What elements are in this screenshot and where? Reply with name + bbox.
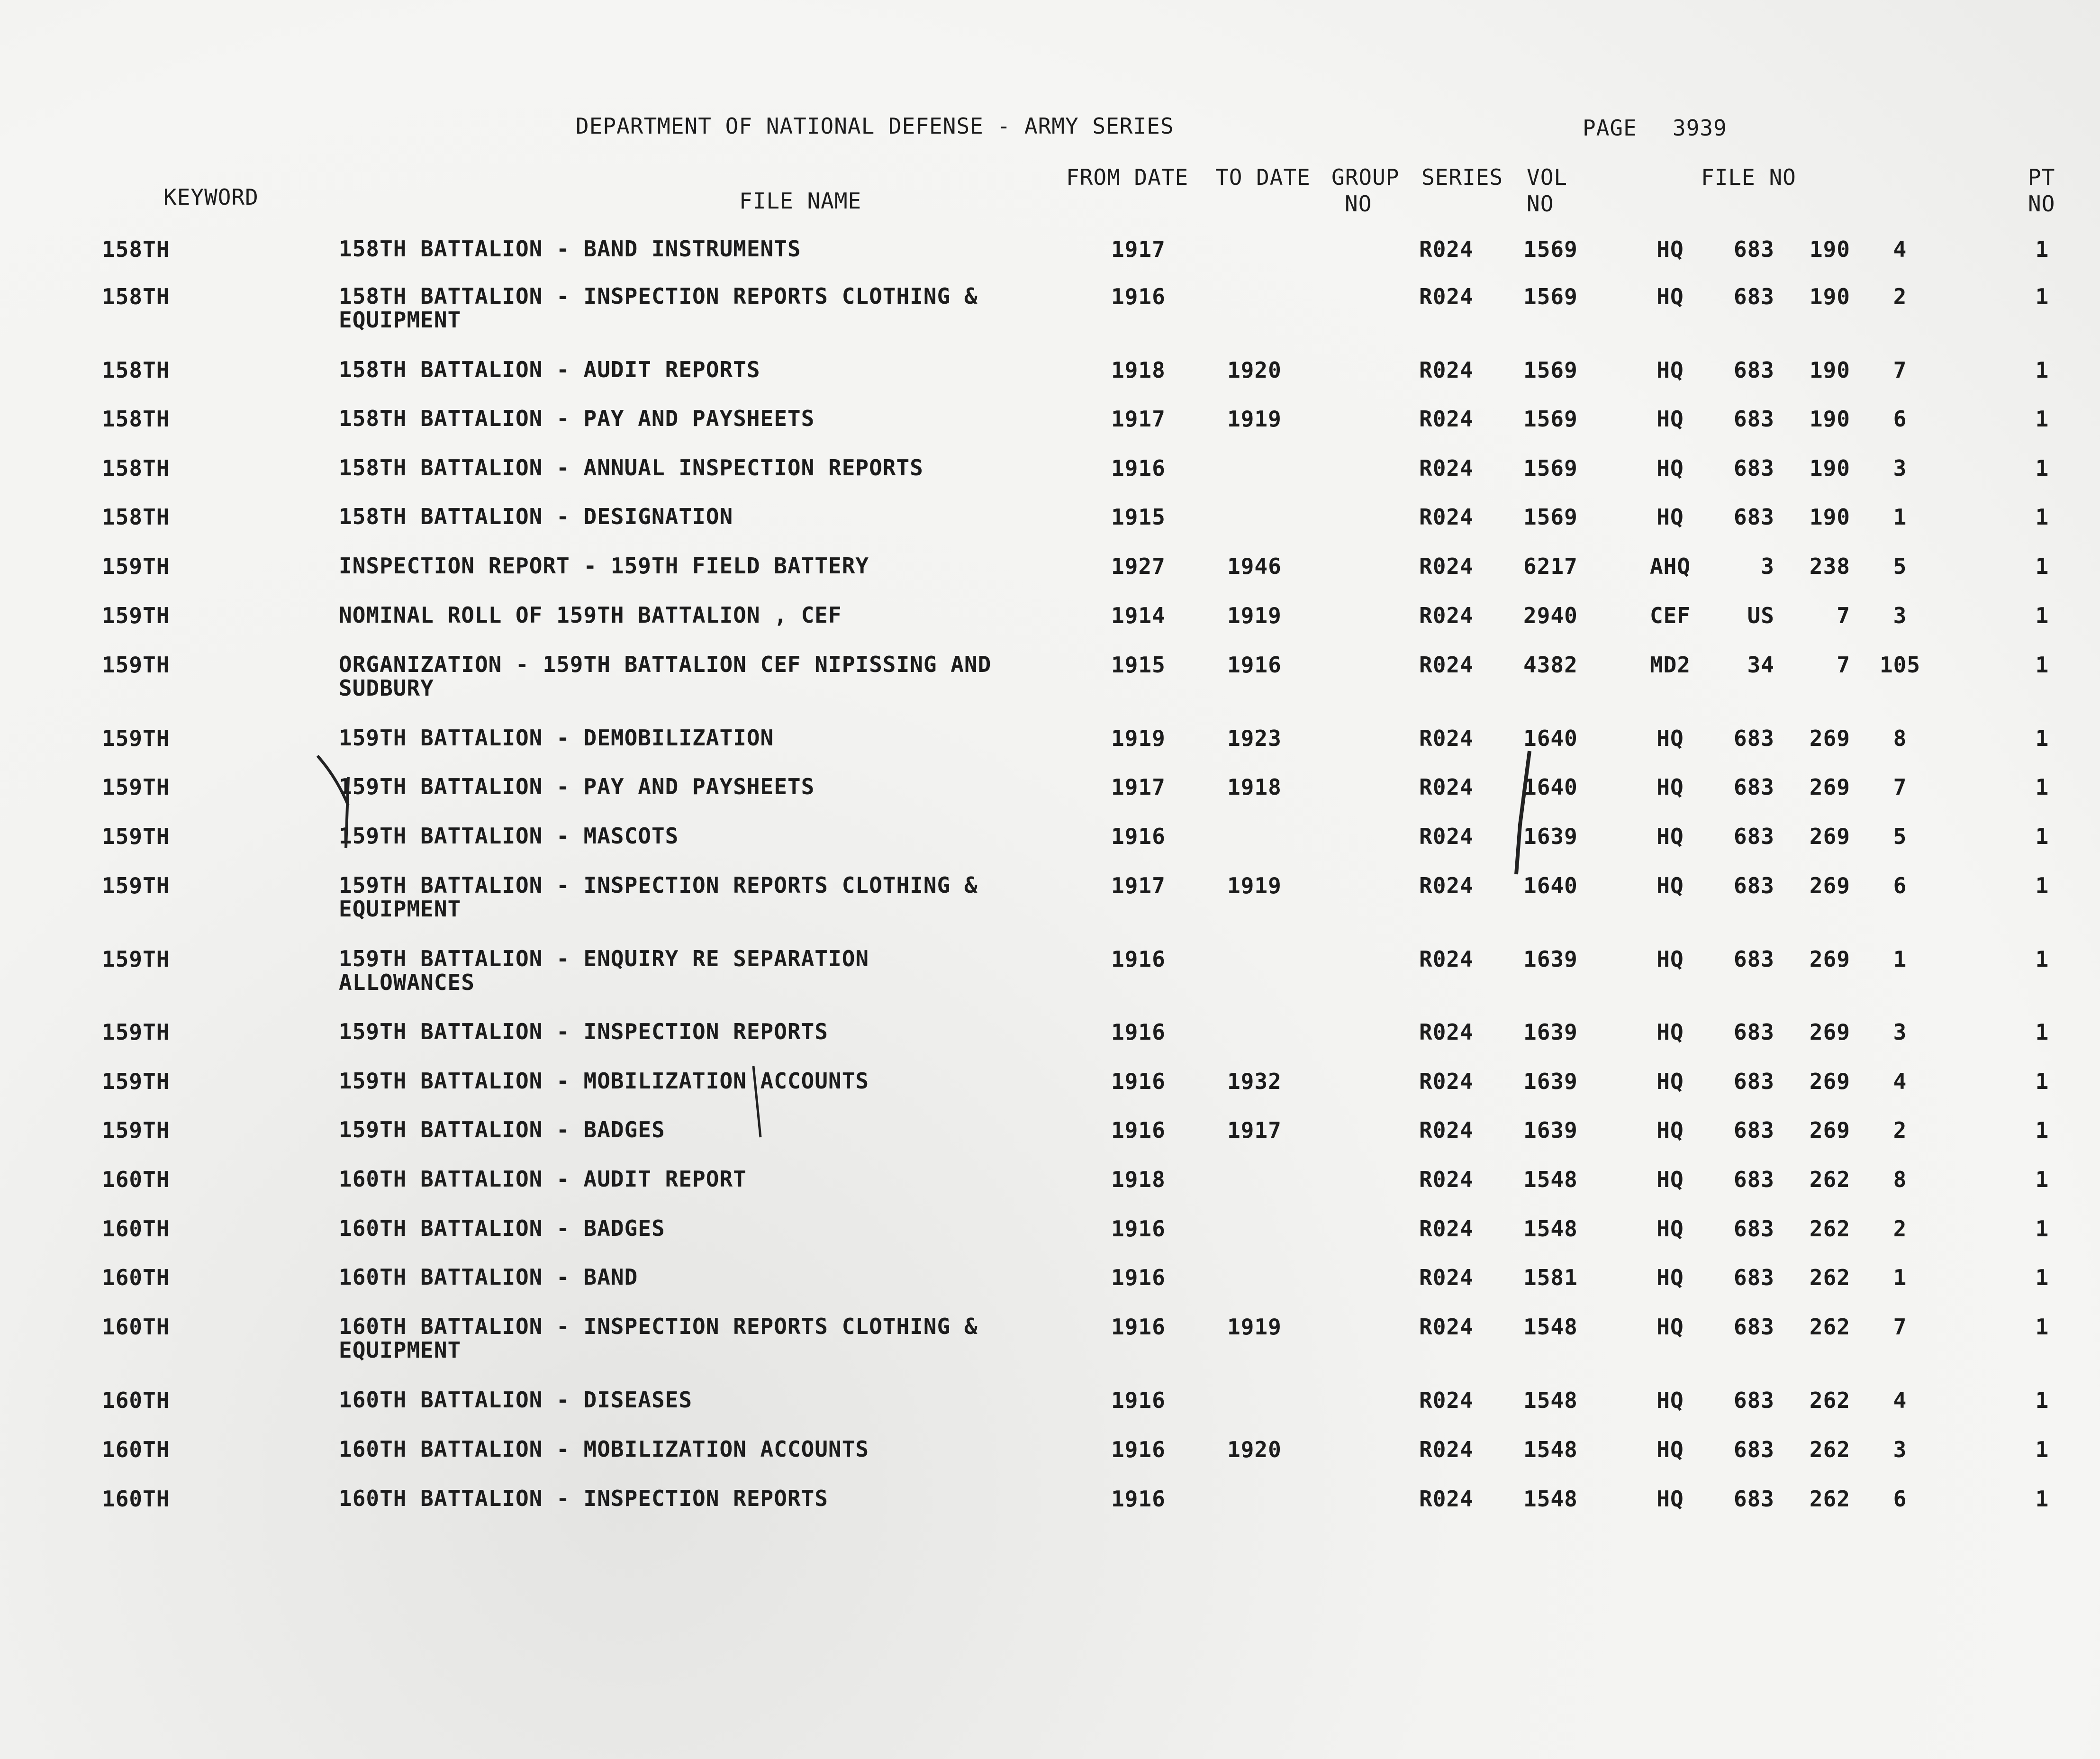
row-vol-no: 6217: [1523, 553, 1578, 579]
row-keyword: 159TH: [102, 873, 170, 898]
row-keyword: 159TH: [102, 774, 170, 800]
row-file-name: 158TH BATTALION - DESIGNATION: [339, 504, 733, 529]
row-pt-no: 1: [2035, 603, 2049, 628]
row-keyword: 158TH: [102, 455, 170, 481]
row-vol-no: 1548: [1523, 1387, 1578, 1413]
row-file-no-part2: 190: [1809, 455, 1850, 481]
row-to-date: 1919: [1227, 1314, 1282, 1340]
row-file-name: 159TH BATTALION - DEMOBILIZATION: [339, 725, 774, 751]
row-pt-no: 1: [2035, 1216, 2049, 1242]
row-vol-no: 1569: [1523, 455, 1578, 481]
row-file-no-part3: 5: [1893, 553, 1907, 579]
row-pt-no: 1: [2035, 236, 2049, 262]
row-pt-no: 1: [2035, 284, 2049, 309]
row-file-no-part3: 7: [1893, 1314, 1907, 1340]
row-series: R024: [1419, 946, 1474, 972]
row-file-no-part2: 262: [1809, 1167, 1850, 1192]
row-file-no-part3: 2: [1893, 284, 1907, 309]
row-from-date: 1917: [1111, 236, 1166, 262]
row-pt-no: 1: [2035, 1069, 2049, 1094]
row-file-no-part2: 269: [1809, 725, 1850, 751]
row-file-no-prefix: HQ: [1656, 357, 1684, 383]
col-group-no-2: NO: [1345, 191, 1372, 217]
row-file-no-part2: 262: [1809, 1437, 1850, 1462]
row-file-no-part2: 262: [1809, 1314, 1850, 1340]
row-keyword: 158TH: [102, 504, 170, 530]
row-series: R024: [1419, 1437, 1474, 1462]
row-keyword: 160TH: [102, 1167, 170, 1192]
row-file-name: 160TH BATTALION - BADGES: [339, 1215, 665, 1241]
row-keyword: 160TH: [102, 1265, 170, 1290]
row-file-no-part1: 683: [1733, 236, 1774, 262]
row-file-name: 158TH BATTALION - PAY AND PAYSHEETS: [339, 406, 815, 431]
row-from-date: 1917: [1111, 873, 1166, 898]
row-file-no-prefix: HQ: [1656, 1314, 1684, 1340]
page-number: 3939: [1673, 115, 1727, 141]
row-series: R024: [1419, 284, 1474, 309]
row-file-no-part1: 683: [1733, 946, 1774, 972]
row-file-no-part1: 683: [1733, 504, 1774, 530]
row-file-no-prefix: HQ: [1656, 873, 1684, 898]
row-file-no-part1: 683: [1733, 406, 1774, 432]
row-file-no-part1: 683: [1733, 1486, 1774, 1512]
row-pt-no: 1: [2035, 1387, 2049, 1413]
row-vol-no: 1640: [1523, 774, 1578, 800]
row-keyword: 160TH: [102, 1486, 170, 1512]
row-file-no-part2: 190: [1809, 504, 1850, 530]
row-vol-no: 1640: [1523, 873, 1578, 898]
row-file-no-part3: 1: [1893, 946, 1907, 972]
row-file-no-part1: 683: [1733, 1216, 1774, 1242]
row-from-date: 1915: [1111, 652, 1166, 678]
row-pt-no: 1: [2035, 824, 2049, 849]
row-file-no-part2: 269: [1809, 946, 1850, 972]
row-file-no-part2: 269: [1809, 1117, 1850, 1143]
row-keyword: 160TH: [102, 1437, 170, 1462]
row-to-date: 1918: [1227, 774, 1282, 800]
row-file-no-part2: 7: [1837, 603, 1850, 628]
col-file-no: FILE NO: [1701, 164, 1796, 190]
row-file-no-prefix: HQ: [1656, 1387, 1684, 1413]
row-from-date: 1915: [1111, 504, 1166, 530]
row-vol-no: 1639: [1523, 946, 1578, 972]
row-vol-no: 2940: [1523, 603, 1578, 628]
row-keyword: 159TH: [102, 725, 170, 751]
col-file-name: FILE NAME: [739, 188, 862, 214]
row-to-date: 1932: [1227, 1069, 1282, 1094]
row-keyword: 159TH: [102, 603, 170, 628]
row-keyword: 160TH: [102, 1314, 170, 1340]
row-file-name: 158TH BATTALION - AUDIT REPORTS: [339, 357, 760, 382]
row-file-no-prefix: HQ: [1656, 1019, 1684, 1045]
row-file-no-part3: 3: [1893, 1437, 1907, 1462]
row-file-no-prefix: HQ: [1656, 455, 1684, 481]
row-file-no-part3: 4: [1893, 236, 1907, 262]
row-file-no-part1: 683: [1733, 455, 1774, 481]
row-file-no-part3: 3: [1893, 1019, 1907, 1045]
row-pt-no: 1: [2035, 725, 2049, 751]
row-file-no-prefix: HQ: [1656, 1437, 1684, 1462]
row-vol-no: 1639: [1523, 1069, 1578, 1094]
row-pt-no: 1: [2035, 504, 2049, 530]
row-file-no-prefix: HQ: [1656, 1216, 1684, 1242]
row-vol-no: 4382: [1523, 652, 1578, 678]
row-file-no-part2: 269: [1809, 774, 1850, 800]
row-keyword: 158TH: [102, 284, 170, 309]
row-series: R024: [1419, 553, 1474, 579]
row-file-no-part1: 34: [1747, 652, 1774, 678]
row-vol-no: 1640: [1523, 725, 1578, 751]
row-file-no-part3: 2: [1893, 1117, 1907, 1143]
row-file-no-part3: 8: [1893, 1167, 1907, 1192]
col-series: SERIES: [1421, 164, 1503, 190]
row-from-date: 1916: [1111, 1265, 1166, 1290]
row-file-no-part3: 5: [1893, 824, 1907, 849]
row-file-name: 159TH BATTALION - PAY AND PAYSHEETS: [339, 774, 815, 799]
row-vol-no: 1548: [1523, 1437, 1578, 1462]
row-from-date: 1914: [1111, 603, 1166, 628]
row-file-name: 158TH BATTALION - ANNUAL INSPECTION REPORTS: [339, 455, 923, 481]
row-from-date: 1916: [1111, 1486, 1166, 1512]
row-file-no-part3: 1: [1893, 1265, 1907, 1290]
row-file-no-prefix: HQ: [1656, 504, 1684, 530]
row-file-no-prefix: CEF: [1649, 603, 1691, 628]
row-file-no-prefix: HQ: [1656, 406, 1684, 432]
row-file-no-part2: 262: [1809, 1387, 1850, 1413]
row-file-no-part2: 269: [1809, 824, 1850, 849]
row-series: R024: [1419, 603, 1474, 628]
row-to-date: 1923: [1227, 725, 1282, 751]
row-series: R024: [1419, 1486, 1474, 1512]
row-file-name: ORGANIZATION - 159TH BATTALION CEF NIPISSING AND SUDBURY: [339, 652, 992, 701]
row-file-no-part1: 683: [1733, 725, 1774, 751]
row-file-no-part3: 6: [1893, 1486, 1907, 1512]
row-pt-no: 1: [2035, 455, 2049, 481]
row-vol-no: 1569: [1523, 284, 1578, 309]
row-series: R024: [1419, 1019, 1474, 1045]
row-keyword: 159TH: [102, 652, 170, 678]
row-file-no-part1: 683: [1733, 1437, 1774, 1462]
row-file-name: 160TH BATTALION - AUDIT REPORT: [339, 1166, 747, 1192]
row-file-name: 160TH BATTALION - INSPECTION REPORTS CLOTHING & EQUIPMENT: [339, 1314, 978, 1363]
row-series: R024: [1419, 1167, 1474, 1192]
row-keyword: 160TH: [102, 1216, 170, 1242]
col-to-date: TO DATE: [1215, 164, 1311, 190]
row-from-date: 1916: [1111, 284, 1166, 309]
row-to-date: 1919: [1227, 603, 1282, 628]
row-file-no-part2: 269: [1809, 1069, 1850, 1094]
row-file-name: NOMINAL ROLL OF 159TH BATTALION , CEF: [339, 602, 842, 628]
row-file-no-part1: 683: [1733, 1069, 1774, 1094]
row-to-date: 1946: [1227, 553, 1282, 579]
row-file-no-part2: 262: [1809, 1216, 1850, 1242]
row-series: R024: [1419, 1265, 1474, 1290]
row-pt-no: 1: [2035, 1265, 2049, 1290]
row-vol-no: 1569: [1523, 236, 1578, 262]
row-file-no-prefix: HQ: [1656, 1167, 1684, 1192]
row-file-no-prefix: HQ: [1656, 284, 1684, 309]
row-from-date: 1917: [1111, 406, 1166, 432]
row-from-date: 1916: [1111, 1117, 1166, 1143]
row-vol-no: 1569: [1523, 504, 1578, 530]
row-keyword: 158TH: [102, 406, 170, 432]
row-file-no-prefix: HQ: [1656, 236, 1684, 262]
row-file-no-part3: 7: [1893, 357, 1907, 383]
row-series: R024: [1419, 236, 1474, 262]
row-file-no-part2: 262: [1809, 1265, 1850, 1290]
row-file-no-prefix: HQ: [1656, 1117, 1684, 1143]
row-keyword: 159TH: [102, 824, 170, 849]
row-file-no-part1: 683: [1733, 284, 1774, 309]
row-file-no-part1: 3: [1761, 553, 1774, 579]
row-keyword: 158TH: [102, 357, 170, 383]
row-file-no-part3: 6: [1893, 873, 1907, 898]
row-to-date: 1917: [1227, 1117, 1282, 1143]
row-file-no-part1: 683: [1733, 1314, 1774, 1340]
row-pt-no: 1: [2035, 357, 2049, 383]
row-from-date: 1916: [1111, 1019, 1166, 1045]
row-file-no-part1: 683: [1733, 824, 1774, 849]
row-file-name: 160TH BATTALION - INSPECTION REPORTS: [339, 1486, 828, 1511]
row-vol-no: 1569: [1523, 406, 1578, 432]
row-vol-no: 1581: [1523, 1265, 1578, 1290]
row-file-no-part2: 238: [1809, 553, 1850, 579]
row-from-date: 1916: [1111, 824, 1166, 849]
row-file-no-prefix: MD2: [1649, 652, 1691, 678]
row-to-date: 1916: [1227, 652, 1282, 678]
row-from-date: 1916: [1111, 946, 1166, 972]
row-keyword: 159TH: [102, 1117, 170, 1143]
row-keyword: 159TH: [102, 553, 170, 579]
row-from-date: 1916: [1111, 1314, 1166, 1340]
row-file-no-part3: 105: [1879, 652, 1921, 678]
row-keyword: 158TH: [102, 236, 170, 262]
row-file-no-part1: 683: [1733, 357, 1774, 383]
page-title: DEPARTMENT OF NATIONAL DEFENSE - ARMY SERIES: [576, 113, 1174, 139]
row-pt-no: 1: [2035, 873, 2049, 898]
row-file-no-part2: 269: [1809, 873, 1850, 898]
row-file-no-part1: US: [1747, 603, 1774, 628]
row-file-no-part3: 3: [1893, 603, 1907, 628]
row-file-no-prefix: HQ: [1656, 1265, 1684, 1290]
row-file-no-part2: 190: [1809, 357, 1850, 383]
row-to-date: 1920: [1227, 1437, 1282, 1462]
row-file-no-prefix: HQ: [1656, 1069, 1684, 1094]
row-keyword: 160TH: [102, 1387, 170, 1413]
row-file-no-part1: 683: [1733, 774, 1774, 800]
row-series: R024: [1419, 652, 1474, 678]
row-series: R024: [1419, 455, 1474, 481]
row-vol-no: 1548: [1523, 1167, 1578, 1192]
row-file-name: 160TH BATTALION - DISEASES: [339, 1387, 693, 1413]
row-from-date: 1919: [1111, 725, 1166, 751]
row-keyword: 159TH: [102, 1069, 170, 1094]
row-pt-no: 1: [2035, 1314, 2049, 1340]
col-vol-no: VOL: [1527, 164, 1568, 190]
row-series: R024: [1419, 774, 1474, 800]
row-from-date: 1917: [1111, 774, 1166, 800]
row-file-no-part3: 6: [1893, 406, 1907, 432]
row-series: R024: [1419, 406, 1474, 432]
row-keyword: 159TH: [102, 1019, 170, 1045]
row-file-no-part2: 190: [1809, 406, 1850, 432]
row-from-date: 1916: [1111, 1069, 1166, 1094]
row-series: R024: [1419, 873, 1474, 898]
col-vol-no-2: NO: [1527, 191, 1554, 217]
row-to-date: 1919: [1227, 873, 1282, 898]
row-file-no-part3: 3: [1893, 455, 1907, 481]
row-from-date: 1916: [1111, 1216, 1166, 1242]
row-pt-no: 1: [2035, 406, 2049, 432]
row-pt-no: 1: [2035, 1486, 2049, 1512]
row-file-name: 159TH BATTALION - MASCOTS: [339, 823, 679, 849]
row-to-date: 1919: [1227, 406, 1282, 432]
row-pt-no: 1: [2035, 652, 2049, 678]
row-series: R024: [1419, 1314, 1474, 1340]
row-series: R024: [1419, 357, 1474, 383]
row-file-no-prefix: HQ: [1656, 824, 1684, 849]
row-file-no-part3: 4: [1893, 1387, 1907, 1413]
row-series: R024: [1419, 824, 1474, 849]
col-group-no: GROUP: [1331, 164, 1400, 190]
row-file-no-prefix: HQ: [1656, 946, 1684, 972]
row-to-date: 1920: [1227, 357, 1282, 383]
row-from-date: 1916: [1111, 1437, 1166, 1462]
col-keyword: KEYWORD: [163, 184, 259, 210]
row-vol-no: 1639: [1523, 1019, 1578, 1045]
col-pt-no: PT: [2028, 164, 2055, 190]
row-vol-no: 1548: [1523, 1216, 1578, 1242]
row-file-name: 158TH BATTALION - INSPECTION REPORTS CLOTHING & EQUIPMENT: [339, 283, 978, 333]
row-pt-no: 1: [2035, 774, 2049, 800]
row-file-no-part1: 683: [1733, 873, 1774, 898]
row-pt-no: 1: [2035, 1117, 2049, 1143]
row-file-no-part3: 2: [1893, 1216, 1907, 1242]
row-pt-no: 1: [2035, 1437, 2049, 1462]
row-file-name: 159TH BATTALION - INSPECTION REPORTS: [339, 1019, 828, 1044]
row-file-no-part1: 683: [1733, 1019, 1774, 1045]
col-pt-no-2: NO: [2028, 191, 2055, 217]
row-series: R024: [1419, 504, 1474, 530]
row-file-name: INSPECTION REPORT - 159TH FIELD BATTERY: [339, 553, 869, 579]
row-file-no-part1: 683: [1733, 1167, 1774, 1192]
row-file-no-part3: 7: [1893, 774, 1907, 800]
page-label: PAGE: [1583, 115, 1637, 141]
row-file-no-part2: 190: [1809, 236, 1850, 262]
row-from-date: 1918: [1111, 357, 1166, 383]
row-file-name: 159TH BATTALION - ENQUIRY RE SEPARATION ALLOWANCES: [339, 946, 869, 995]
col-from-date: FROM DATE: [1066, 164, 1189, 190]
row-file-name: 160TH BATTALION - MOBILIZATION ACCOUNTS: [339, 1436, 869, 1462]
row-series: R024: [1419, 725, 1474, 751]
row-from-date: 1927: [1111, 553, 1166, 579]
row-vol-no: 1548: [1523, 1486, 1578, 1512]
row-file-no-prefix: AHQ: [1649, 553, 1691, 579]
row-file-name: 159TH BATTALION - BADGES: [339, 1117, 665, 1142]
row-pt-no: 1: [2035, 1167, 2049, 1192]
row-pt-no: 1: [2035, 1019, 2049, 1045]
row-file-no-part2: 190: [1809, 284, 1850, 309]
row-series: R024: [1419, 1216, 1474, 1242]
row-file-no-part2: 262: [1809, 1486, 1850, 1512]
row-file-name: 159TH BATTALION - INSPECTION REPORTS CLOTHING & EQUIPMENT: [339, 872, 978, 922]
row-series: R024: [1419, 1069, 1474, 1094]
row-file-name: 160TH BATTALION - BAND: [339, 1264, 638, 1290]
row-file-name: 158TH BATTALION - BAND INSTRUMENTS: [339, 236, 801, 262]
row-pt-no: 1: [2035, 553, 2049, 579]
row-file-no-part1: 683: [1733, 1117, 1774, 1143]
row-series: R024: [1419, 1387, 1474, 1413]
row-file-name: 159TH BATTALION - MOBILIZATION ACCOUNTS: [339, 1068, 869, 1094]
row-file-no-prefix: HQ: [1656, 725, 1684, 751]
row-file-no-prefix: HQ: [1656, 1486, 1684, 1512]
row-from-date: 1916: [1111, 455, 1166, 481]
row-pt-no: 1: [2035, 946, 2049, 972]
row-keyword: 159TH: [102, 946, 170, 972]
row-file-no-part3: 4: [1893, 1069, 1907, 1094]
row-file-no-part2: 7: [1837, 652, 1850, 678]
row-from-date: 1918: [1111, 1167, 1166, 1192]
row-from-date: 1916: [1111, 1387, 1166, 1413]
row-series: R024: [1419, 1117, 1474, 1143]
row-file-no-prefix: HQ: [1656, 774, 1684, 800]
row-vol-no: 1639: [1523, 824, 1578, 849]
row-file-no-part3: 1: [1893, 504, 1907, 530]
row-vol-no: 1548: [1523, 1314, 1578, 1340]
row-vol-no: 1569: [1523, 357, 1578, 383]
row-file-no-part2: 269: [1809, 1019, 1850, 1045]
row-file-no-part1: 683: [1733, 1387, 1774, 1413]
row-vol-no: 1639: [1523, 1117, 1578, 1143]
row-file-no-part3: 8: [1893, 725, 1907, 751]
row-file-no-part1: 683: [1733, 1265, 1774, 1290]
